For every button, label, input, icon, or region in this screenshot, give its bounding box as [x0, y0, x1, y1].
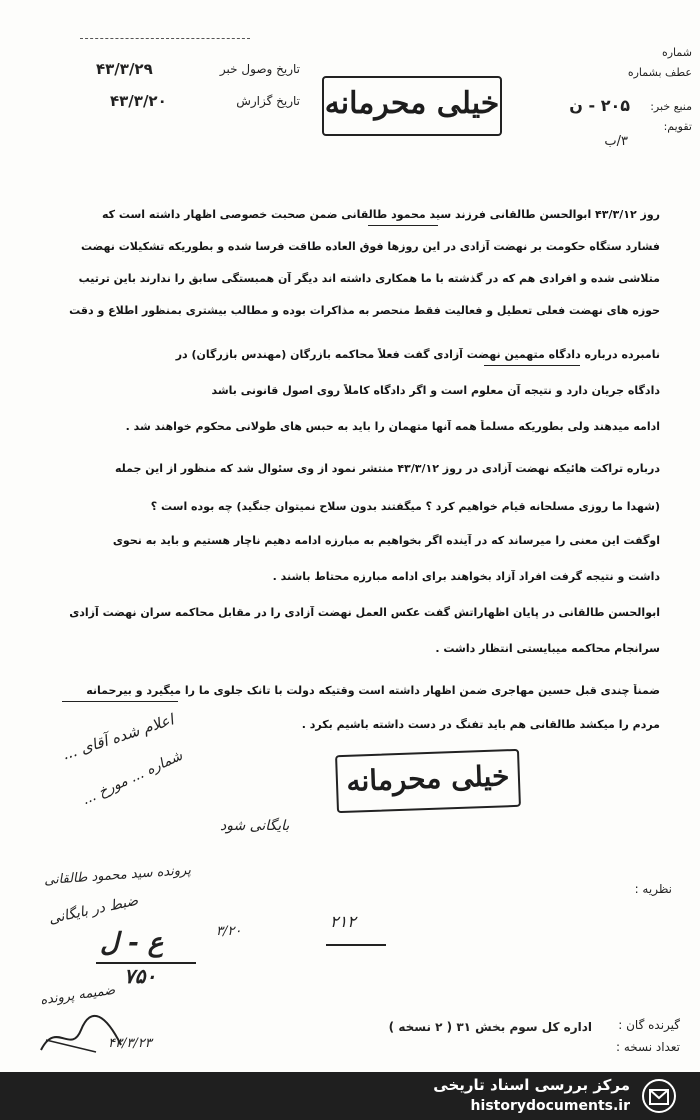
body-line-2: فشارد ستگاه حکومت بر نهضت آزادی در این روزها فوق العاده طاقت فرسا شده و بطوریکه تشکیلات نهضت — [80, 240, 660, 253]
recipients-value: اداره کل سوم بخش ۳۱ ( ۲ نسخه ) — [388, 1020, 592, 1034]
reference-number-label: عطف بشماره — [627, 66, 692, 79]
body-line-3: متلاشی شده و افرادی هم که در گذشته با ما همکاری داشته اند دیگر آن همبستگی سابق را ندارند باین ترتیب — [78, 272, 660, 285]
receipt-date-label: تاریخ وصول خبر — [219, 62, 300, 76]
watermark-title: مرکز بررسی اسناد تاریخی — [433, 1076, 630, 1094]
class-code: ع - ل — [100, 928, 164, 958]
body-line-14: ضمناً چندی قبل حسین مهاجری ضمن اظهار داشته است وقتیکه دولت با تانک جلوی ما را میگیرد و بیرحمانه — [86, 684, 660, 697]
source-value: ۲۰۵ - ن — [569, 96, 630, 115]
number-label: شماره — [661, 46, 692, 59]
body-line-12: ابوالحسن طالقانی در پایان اظهاراتش گفت عکس العمل نهضت آزادی را در مقابل محاکمه سران نهضت آزادی — [69, 606, 660, 619]
body-line-8: درباره تراکت هائیکه نهضت آزادی در روز ۴۳/۳/۱۲ منتشر نمود از وی سئوال شد که منظور از این جمله — [114, 462, 660, 475]
mid-date-note: ۳/۲۰ — [216, 924, 242, 939]
recipients-label: گیرنده گان : — [618, 1018, 680, 1032]
body-line-7: ادامه میدهند ولی بطوریکه مسلماً همه آنها متهمان را باید به حبس های طولانی محکوم خواهند شد . — [125, 420, 660, 433]
report-date-label: تاریخ گزارش — [236, 94, 300, 108]
mid-number-note: ۲۱۲ — [330, 912, 356, 931]
header-rule — [80, 38, 250, 39]
underline-bazargan — [484, 365, 580, 366]
date-note: ۴۳/۳/۲۳ — [108, 1036, 152, 1051]
classification-stamp: خیلی محرمانه — [322, 76, 502, 136]
body-line-9: (شهدا ما روزی مسلحانه قیام خواهیم کرد ؟ میگفتند بدون سلاح نمیتوان جنگید) چه بوده است ؟ — [150, 500, 660, 513]
copies-label: تعداد نسخه : — [615, 1040, 680, 1054]
underline-name — [368, 225, 438, 226]
handwritten-note-2: شماره ... مورخ ... — [79, 747, 186, 809]
body-line-11: داشت و نتیجه گرفت افراد آزاد بخواهند برای ادامه مبارزه محتاط باشند . — [272, 570, 660, 583]
review-note: ضبط در بایگانی — [47, 892, 140, 928]
watermark-url: historydocuments.ir — [470, 1098, 630, 1114]
remarks-label: نظریه : — [634, 882, 672, 896]
body-line-1: روز ۴۳/۳/۱۲ ابوالحسن طالقانی فرزند سید محمود طالقانی ضمن صحبت خصوصی اظهار داشته است که — [101, 208, 660, 221]
subject-file-note: پرونده سید محمود طالقانی — [43, 862, 192, 889]
classification-stamp-bottom: خیلی محرمانه — [335, 749, 521, 813]
body-line-4: حوزه های نهضت فعلی تعطیل و فعالیت فقط منحصر به مذاکرات بوده و مطالب بیشتری بمنظور اطلاع و دقت — [69, 304, 660, 317]
handwritten-note-1: اعلام شده آقای ... — [60, 710, 176, 764]
body-line-10: اوگفت این معنی را میرساند که در آینده اگر بخواهیم به مبارزه ادامه دهیم ناچار هستیم و باید به نحوی — [112, 534, 660, 547]
class-number: ۷۵۰ — [124, 964, 157, 988]
body-line-15: مردم را میکشد طالقانی هم باید تفنگ در دست داشته باشیم بکرد . — [301, 718, 660, 731]
body-line-6: دادگاه جریان دارد و نتیجه آن معلوم است و اگر دادگاه کاملاً روی اصول قانونی باشد — [211, 384, 660, 397]
signature-scribble — [36, 1010, 126, 1060]
rating-label: تقویم: — [663, 120, 692, 133]
report-date-value: ۴۳/۳/۲۰ — [110, 92, 167, 110]
archive-logo-icon — [640, 1078, 678, 1114]
body-line-5: نامبرده درباره دادگاه متهمین نهضت آزادی گفت فعلاً محاکمه بازرگان (مهندس بازرگان) در — [175, 348, 660, 361]
rating-value: ۳/ب — [604, 134, 628, 149]
body-line-13: سرانجام محاکمه میبایستی انتظار داشت . — [435, 642, 660, 655]
watermark-bar — [0, 1072, 700, 1120]
news-source-label: منبع خبر: — [650, 100, 692, 113]
underline-mohajeri — [62, 701, 178, 702]
receipt-date-value: ۴۳/۳/۲۹ — [96, 60, 153, 78]
mid-note-line — [326, 944, 386, 946]
handwritten-note-3: بایگانی شود — [220, 818, 290, 834]
bottom-note: ضمیمه پرونده — [39, 982, 117, 1009]
